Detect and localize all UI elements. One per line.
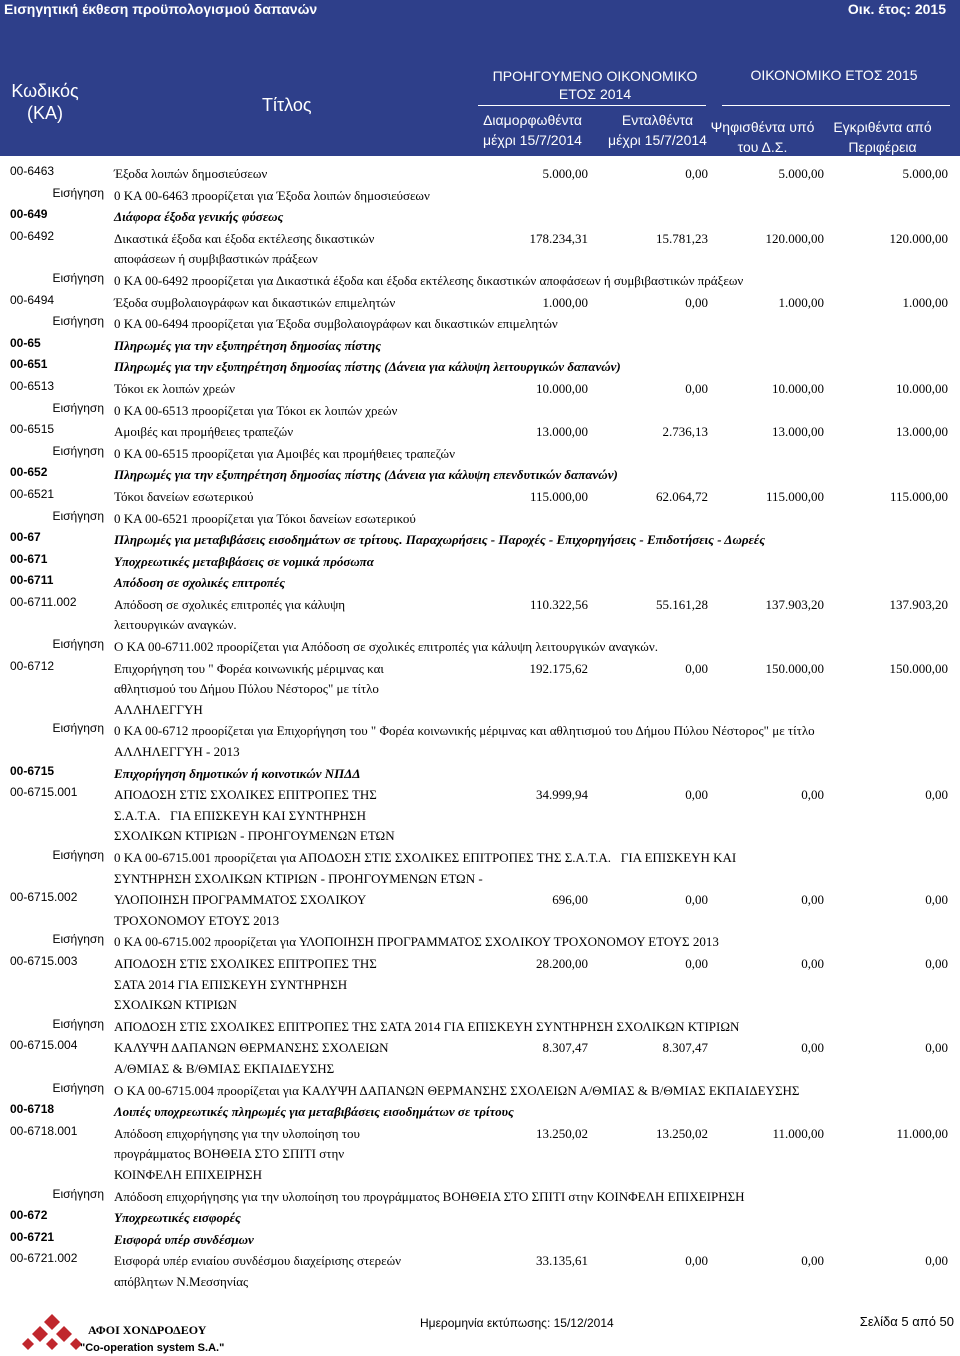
- account-code: 00-6494: [10, 292, 55, 307]
- amount-shaped-2014: 34.999,94: [536, 787, 588, 803]
- row-title: [114, 509, 416, 530]
- table-row: [0, 954, 960, 1017]
- row-title-line: ΑΠΟΔΟΣΗ ΣΤΙΣ ΣΧΟΛΙΚΕΣ ΕΠΙΤΡΟΠΕΣ ΤΗΣ: [114, 956, 377, 971]
- row-title: [114, 659, 384, 721]
- recommendation-row: [0, 932, 960, 954]
- row-title: [114, 890, 366, 931]
- amount-voted-2015: 5.000,00: [778, 166, 824, 181]
- row-title-line: ΑΛΛΗΛΕΓΓΥΗ: [114, 701, 203, 717]
- row-title-line: Πληρωμές για την εξυπηρέτηση δημοσίας πίστης (Δάνεια για κάλυψη επενδυτικών δαπανών): [114, 467, 618, 483]
- row-title-line: 0 ΚΑ 00-6515 προορίζεται για Αμοιβές και προμήθειες τραπεζών: [114, 445, 455, 461]
- amount-committed-2014: 55.161,28: [656, 596, 708, 612]
- account-code: 00-6721.002: [10, 1251, 78, 1266]
- amount-committed-2014: 15.781,23: [656, 230, 708, 246]
- row-title: [114, 465, 618, 486]
- recommendation-row: [0, 848, 960, 890]
- row-title: [114, 293, 395, 314]
- row-title: [114, 1081, 800, 1102]
- table-row: [0, 573, 960, 595]
- row-title-line: Τόκοι δανείων εσωτερικού: [114, 488, 254, 504]
- budget-rows: [0, 164, 960, 1294]
- row-title-line: αποφάσεων ή συμβιβαστικών πράξεων: [114, 251, 318, 267]
- amount-approved-2015: 120.000,00: [889, 230, 948, 246]
- row-title: [114, 336, 381, 357]
- table-row: [0, 357, 960, 379]
- row-title-line: Α/ΘΜΙΑΣ & Β/ΘΜΙΑΣ ΕΚΠΑΙΔΕΥΣΗΣ: [114, 1060, 335, 1076]
- row-title-line: Απόδοση επιχορήγησης για την υλοποίηση του προγράμματος ΒΟΗΘΕΙΑ ΣΤΟ ΣΠΙΤΙ στην ΚΟΙΝΦΕΛΗ ΕΠΙΧΕΙΡΗΣΗ: [114, 1188, 745, 1204]
- row-title-line: 0 ΚΑ 00-6715.002 προορίζεται για ΥΛΟΠΟΙΗΣΗ ΠΡΟΓΡΑΜΜΑΤΟΣ ΣΧΟΛΙΚΟΥ ΤΡΟΧΟΝΟΜΟΥ ΕΤΟΥΣ 2013: [114, 934, 719, 950]
- row-title: [114, 721, 815, 762]
- amount-shaped-2014: 10.000,00: [536, 380, 588, 396]
- account-code: 00-65: [10, 335, 41, 350]
- row-title-line: 0 ΚΑ 00-6463 προορίζεται για Έξοδα λοιπών δημοσιεύσεων: [114, 187, 430, 203]
- row-title-line: Επιχορήγηση του " Φορέα κοινωνικής μέριμνας και: [114, 660, 384, 676]
- recommendation-row: [0, 1081, 960, 1103]
- amount-committed-2014: 13.250,02: [656, 1125, 708, 1141]
- row-title: [114, 1230, 254, 1251]
- account-code: 00-6718: [10, 1102, 55, 1117]
- amount-voted-2015: 0,00: [801, 956, 824, 971]
- recommendation-label: Εισήγηση: [52, 185, 104, 200]
- row-title-line: Πληρωμές για την εξυπηρέτηση δημοσίας πίστης: [114, 337, 382, 353]
- account-code: 00-6715.003: [10, 954, 78, 968]
- recommendation-row: [0, 271, 960, 293]
- amount-approved-2015: 11.000,00: [896, 1125, 948, 1141]
- row-title: [114, 164, 267, 185]
- row-title: [114, 1187, 745, 1208]
- row-title-line: ΑΠΟΔΟΣΗ ΣΤΙΣ ΣΧΟΛΙΚΕΣ ΕΠΙΤΡΟΠΕΣ ΤΗΣ ΣΑΤΑ 2014 ΓΙΑ ΕΠΙΣΚΕΥΗ ΣΥΝΤΗΡΗΣΗ ΣΧΟΛΙΚΩΝ ΚΤΙΡΙΩΝ: [114, 1018, 740, 1034]
- header-prev-year: ΠΡΟΗΓΟΥΜΕΝΟ ΟΙΚΟΝΟΜΙΚΟ ΕΤΟΣ 2014: [492, 68, 698, 102]
- table-row: [0, 465, 960, 487]
- amount-committed-2014: 0,00: [685, 166, 708, 181]
- account-code: 00-6721: [10, 1229, 55, 1244]
- row-title-line: Πληρωμές για την εξυπηρέτηση δημοσίας πίστης (Δάνεια για κάλυψη λειτουργικών δαπανών): [114, 359, 621, 375]
- amount-shaped-2014: 33.135,61: [536, 1253, 588, 1269]
- row-title: [114, 637, 658, 658]
- row-title-line: Λοιπές υποχρεωτικές πληρωμές για μεταβιβάσεις εισοδημάτων σε τρίτους: [114, 1104, 514, 1120]
- account-code: 00-6521: [10, 486, 55, 501]
- row-title: [114, 314, 558, 335]
- row-title-line: ΣΑΤΑ 2014 ΓΙΑ ΕΠΙΣΚΕΥΗ ΣΥΝΤΗΡΗΣΗ: [114, 976, 348, 992]
- amount-shaped-2014: 1.000,00: [542, 294, 588, 310]
- recommendation-label: Εισήγηση: [52, 1016, 104, 1031]
- amount-approved-2015: 0,00: [925, 1040, 948, 1056]
- row-title-line: Απόδοση σε σχολικές επιτροπές για κάλυψη: [114, 596, 346, 612]
- recommendation-label: Εισήγηση: [52, 508, 104, 523]
- row-title-line: ΣΥΝΤΗΡΗΣΗ ΣΧΟΛΙΚΩΝ ΚΤΙΡΙΩΝ - ΠΡΟΗΓΟΥΜΕΝΩΝ ΕΤΩΝ -: [114, 870, 483, 886]
- amount-approved-2015: 5.000,00: [902, 166, 948, 181]
- recommendation-label: Εισήγηση: [52, 932, 104, 947]
- header-shaped: Διαμορφωθέντα μέχρι 15/7/2014: [483, 112, 582, 148]
- amount-committed-2014: 62.064,72: [656, 488, 708, 504]
- account-code: 00-6718.001: [10, 1123, 78, 1138]
- table-row: [0, 1251, 960, 1293]
- amount-approved-2015: 115.000,00: [889, 488, 948, 504]
- row-title-line: Τόκοι εκ λοιπών χρεών: [114, 380, 236, 396]
- amount-committed-2014: 0,00: [685, 294, 708, 310]
- table-row: [0, 1124, 960, 1187]
- account-code: 00-6463: [10, 164, 55, 178]
- amount-committed-2014: 8.307,47: [662, 1040, 708, 1056]
- amount-committed-2014: 0,00: [685, 1253, 708, 1269]
- row-title-line: απόβλητων Ν.Μεσσηνίας: [114, 1273, 249, 1289]
- recommendation-row: [0, 1187, 960, 1209]
- row-title: [114, 552, 374, 573]
- header-title: Τίτλος: [262, 95, 312, 115]
- recommendation-row: [0, 314, 960, 336]
- amount-approved-2015: 137.903,20: [889, 596, 948, 612]
- recommendation-row: [0, 721, 960, 763]
- account-code: 00-6513: [10, 378, 55, 393]
- row-title-line: Απόδοση σε σχολικές επιτροπές: [114, 575, 286, 591]
- account-code: 00-6715: [10, 763, 55, 778]
- account-code: 00-671: [10, 551, 48, 566]
- account-code: 00-67: [10, 530, 41, 545]
- account-code: 00-652: [10, 465, 48, 480]
- row-title-line: Δικαστικά έξοδα και έξοδα εκτέλεσης δικαστικών: [114, 230, 375, 246]
- account-code: 00-6712: [10, 658, 55, 673]
- row-title-line: Υποχρεωτικές μεταβιβάσεις σε νομικά πρόσωπα: [114, 553, 374, 569]
- table-row: [0, 1230, 960, 1252]
- row-title: [114, 1038, 388, 1079]
- recommendation-label: Εισήγηση: [52, 314, 104, 329]
- row-title: [114, 1102, 514, 1123]
- amount-approved-2015: 0,00: [925, 787, 948, 803]
- amount-approved-2015: 0,00: [925, 956, 948, 971]
- row-title: [114, 357, 621, 378]
- row-title: [114, 573, 285, 594]
- row-title: [114, 487, 253, 508]
- amount-approved-2015: 10.000,00: [896, 380, 948, 396]
- row-title-line: 0 ΚΑ 00-6521 προορίζεται για Τόκοι δανείων εσωτερικού: [114, 510, 416, 526]
- recommendation-row: [0, 509, 960, 531]
- amount-shaped-2014: 8.307,47: [542, 1040, 588, 1056]
- amount-voted-2015: 0,00: [801, 1253, 824, 1269]
- amount-approved-2015: 0,00: [925, 1253, 948, 1269]
- header-voted: Ψηφισθέντα υπό του Δ.Σ.: [710, 119, 815, 155]
- row-title: [114, 932, 719, 953]
- recommendation-label: Εισήγηση: [52, 1186, 104, 1201]
- row-title-line: Έξοδα συμβολαιογράφων και δικαστικών επιμελητών: [114, 294, 396, 310]
- table-row: [0, 229, 960, 271]
- amount-voted-2015: 10.000,00: [772, 380, 824, 396]
- recommendation-label: Εισήγηση: [52, 848, 104, 863]
- row-title: [114, 379, 235, 400]
- amount-voted-2015: 11.000,00: [772, 1125, 824, 1141]
- recommendation-row: [0, 1017, 960, 1039]
- recommendation-row: [0, 401, 960, 423]
- account-code: 00-6715.004: [10, 1038, 78, 1053]
- row-title-line: Ο ΚΑ 00-6715.004 προορίζεται για ΚΑΛΥΨΗ ΔΑΠΑΝΩΝ ΘΕΡΜΑΝΣΗΣ ΣΧΟΛΕΙΩΝ Α/ΘΜΙΑΣ & Β/ΘΜΙΑΣ ΕΚΠΑΙΔΕΥΣΗΣ: [114, 1082, 800, 1098]
- amount-voted-2015: 0,00: [801, 787, 824, 803]
- row-title: [114, 422, 293, 443]
- row-title-line: ΥΛΟΠΟΙΗΣΗ ΠΡΟΓΡΑΜΜΑΤΟΣ ΣΧΟΛΙΚΟΥ: [114, 892, 367, 908]
- recommendation-label: Εισήγηση: [52, 721, 104, 736]
- row-title: [114, 1208, 241, 1229]
- row-title-line: Εισφορά υπέρ συνδέσμων: [114, 1231, 254, 1247]
- table-row: [0, 530, 960, 552]
- row-title-line: Πληρωμές για μεταβιβάσεις εισοδημάτων σε τρίτους. Παραχωρήσεις - Παροχές - Επιχορηγήσεις - Επιδοτήσεις - Δωρεές: [114, 532, 766, 548]
- table-row: [0, 785, 960, 848]
- row-title-line: ΣΧΟΛΙΚΩΝ ΚΤΙΡΙΩΝ: [114, 997, 237, 1013]
- row-title: [114, 785, 395, 847]
- amount-shaped-2014: 115.000,00: [529, 488, 588, 504]
- recommendation-row: [0, 186, 960, 208]
- row-title: [114, 229, 374, 270]
- account-code: 00-672: [10, 1208, 48, 1223]
- row-title-line: Ο ΚΑ 00-6711.002 προορίζεται για Απόδοση σε σχολικές επιτροπές για κάλυψη λειτουργικών αναγκών.: [114, 639, 658, 655]
- amount-committed-2014: 0,00: [685, 956, 708, 971]
- table-row: [0, 595, 960, 637]
- amount-voted-2015: 0,00: [801, 892, 824, 908]
- row-title-line: 0 ΚΑ 00-6712 προορίζεται για Επιχορήγηση του " Φορέα κοινωνικής μέριμνας και αθλητισμού του Δήμου Πύλου Νέστορος" με τίτλο: [114, 723, 815, 739]
- top-bar: [0, 0, 960, 19]
- header-divider-prev: [478, 105, 706, 106]
- amount-shaped-2014: 192.175,62: [529, 660, 588, 676]
- row-title-line: 0 ΚΑ 00-6492 προορίζεται για Δικαστικά έξοδα και έξοδα εκτέλεσης δικαστικών αποφάσεων ή συμβιβαστικών πράξεων: [114, 272, 744, 288]
- table-row: [0, 207, 960, 229]
- account-code: 00-6715.001: [10, 785, 78, 800]
- fiscal-year: Οικ. έτος: 2015: [847, 1, 946, 17]
- amount-voted-2015: 0,00: [801, 1040, 824, 1056]
- row-title-line: ΚΑΛΥΨΗ ΔΑΠΑΝΩΝ ΘΕΡΜΑΝΣΗΣ ΣΧΟΛΕΙΩΝ: [114, 1040, 389, 1056]
- recommendation-row: [0, 444, 960, 466]
- report-title: Εισηγητική έκθεση προϋπολογισμού δαπανών: [4, 1, 318, 17]
- account-code: 00-6715.002: [10, 890, 78, 905]
- company-name: ΑΦΟΙ ΧΟΝΔΡΟΔΕΟΥ: [88, 1323, 207, 1337]
- row-title: [114, 954, 377, 1016]
- system-name: "Co-operation system S.A.": [80, 1342, 225, 1354]
- row-title-line: Επιχορήγηση δημοτικών ή κοινοτικών ΝΠΔΔ: [114, 765, 361, 781]
- amount-committed-2014: 0,00: [685, 660, 708, 676]
- amount-approved-2015: 0,00: [925, 892, 948, 908]
- row-title-line: Σ.Α.Τ.Α. ΓΙΑ ΕΠΙΣΚΕΥΗ ΚΑΙ ΣΥΝΤΗΡΗΣΗ: [114, 807, 367, 823]
- row-title: [114, 444, 455, 465]
- table-row: [0, 1102, 960, 1124]
- table-row: [0, 293, 960, 315]
- row-title-line: Υποχρεωτικές εισφορές: [114, 1210, 241, 1226]
- amount-approved-2015: 150.000,00: [889, 660, 948, 676]
- recommendation-label: Εισήγηση: [52, 400, 104, 415]
- table-row: [0, 164, 960, 186]
- amount-approved-2015: 1.000,00: [902, 294, 948, 310]
- row-title: [114, 271, 743, 292]
- row-title: [114, 1251, 401, 1292]
- table-row: [0, 764, 960, 786]
- table-row: [0, 552, 960, 574]
- table-header: [0, 19, 960, 156]
- row-title-line: ΤΡΟΧΟΝΟΜΟΥ ΕΤΟΥΣ 2013: [114, 912, 280, 928]
- row-title-line: προγράμματος ΒΟΗΘΕΙΑ ΣΤΟ ΣΠΙΤΙ στην: [114, 1146, 345, 1162]
- row-title: [114, 401, 397, 422]
- account-code: 00-651: [10, 357, 48, 372]
- recommendation-row: [0, 637, 960, 659]
- recommendation-label: Εισήγηση: [52, 270, 104, 285]
- row-title-line: 0 ΚΑ 00-6494 προορίζεται για Έξοδα συμβολαιογράφων και δικαστικών επιμελητών: [114, 316, 558, 332]
- amount-shaped-2014: 178.234,31: [529, 230, 588, 246]
- row-title: [114, 1124, 360, 1186]
- amount-approved-2015: 13.000,00: [896, 424, 948, 440]
- recommendation-label: Εισήγηση: [52, 1080, 104, 1095]
- row-title: [114, 1017, 739, 1038]
- row-title-line: Διάφορα έξοδα γενικής φύσεως: [114, 209, 284, 225]
- header-code: Κωδικός (ΚΑ): [11, 81, 79, 123]
- account-code: 00-6492: [10, 228, 55, 243]
- footer: [0, 1306, 960, 1356]
- table-row: [0, 336, 960, 358]
- amount-voted-2015: 137.903,20: [765, 596, 824, 612]
- amount-shaped-2014: 5.000,00: [542, 166, 588, 181]
- account-code: 00-6711: [10, 573, 54, 588]
- amount-committed-2014: 0,00: [685, 892, 708, 908]
- recommendation-label: Εισήγηση: [52, 637, 104, 652]
- row-title-line: ΑΠΟΔΟΣΗ ΣΤΙΣ ΣΧΟΛΙΚΕΣ ΕΠΙΤΡΟΠΕΣ ΤΗΣ: [114, 787, 377, 803]
- print-date: Ημερομηνία εκτύπωσης: 15/12/2014: [420, 1316, 614, 1330]
- table-row: [0, 890, 960, 932]
- header-divider-cur: [722, 105, 950, 106]
- table-row: [0, 422, 960, 444]
- amount-committed-2014: 0,00: [685, 787, 708, 803]
- row-title: [114, 848, 736, 889]
- recommendation-label: Εισήγηση: [52, 443, 104, 458]
- row-title-line: ΑΛΛΗΛΕΓΓΥΗ - 2013: [114, 744, 240, 760]
- header-current-year: ΟΙΚΟΝΟΜΙΚΟ ΕΤΟΣ 2015: [750, 67, 918, 83]
- amount-committed-2014: 0,00: [685, 380, 708, 396]
- row-title-line: αθλητισμού του Δήμου Πύλου Νέστορος" με τίτλο: [114, 681, 379, 697]
- row-title-line: Έξοδα λοιπών δημοσιεύσεων: [114, 166, 268, 181]
- table-row: [0, 487, 960, 509]
- account-code: 00-6711.002: [10, 594, 77, 609]
- header-approved: Εγκριθέντα από Περιφέρεια: [833, 119, 932, 155]
- amount-shaped-2014: 13.000,00: [536, 424, 588, 440]
- amount-shaped-2014: 28.200,00: [536, 956, 588, 971]
- row-title-line: ΚΟΙΝΦΕΛΗ ΕΠΙΧΕΙΡΗΣΗ: [114, 1166, 262, 1182]
- table-row: [0, 1038, 960, 1080]
- row-title: [114, 764, 361, 785]
- row-title-line: Απόδοση επιχορήγησης για την υλοποίηση του: [114, 1125, 360, 1141]
- amount-voted-2015: 150.000,00: [765, 660, 824, 676]
- row-title-line: Αμοιβές και προμήθειες τραπεζών: [114, 424, 294, 440]
- amount-voted-2015: 1.000,00: [778, 294, 824, 310]
- row-title: [114, 207, 283, 228]
- amount-voted-2015: 115.000,00: [765, 488, 824, 504]
- account-code: 00-6515: [10, 422, 55, 437]
- header-committed: Ενταλθέντα μέχρι 15/7/2014: [608, 112, 707, 148]
- row-title-line: 0 ΚΑ 00-6513 προορίζεται για Τόκοι εκ λοιπών χρεών: [114, 402, 398, 418]
- row-title-line: λειτουργικών αναγκών.: [114, 617, 237, 633]
- page-number: Σελίδα 5 από 50: [859, 1314, 954, 1329]
- amount-shaped-2014: 696,00: [552, 892, 588, 908]
- amount-voted-2015: 120.000,00: [765, 230, 824, 246]
- row-title: [114, 186, 430, 207]
- amount-shaped-2014: 13.250,02: [536, 1125, 588, 1141]
- amount-committed-2014: 2.736,13: [662, 424, 708, 440]
- amount-voted-2015: 13.000,00: [772, 424, 824, 440]
- amount-shaped-2014: 110.322,56: [529, 596, 588, 612]
- company-logo-icon: [20, 1312, 84, 1352]
- row-title: [114, 530, 765, 551]
- row-title: [114, 595, 345, 636]
- table-row: [0, 379, 960, 401]
- table-row: [0, 1208, 960, 1230]
- account-code: 00-649: [10, 207, 48, 222]
- row-title-line: Εισφορά υπέρ ενιαίου συνδέσμου διαχείρισης στερεών: [114, 1253, 402, 1269]
- row-title-line: ΣΧΟΛΙΚΩΝ ΚΤΙΡΙΩΝ - ΠΡΟΗΓΟΥΜΕΝΩΝ ΕΤΩΝ: [114, 828, 395, 844]
- row-title-line: 0 ΚΑ 00-6715.001 προορίζεται για ΑΠΟΔΟΣΗ ΣΤΙΣ ΣΧΟΛΙΚΕΣ ΕΠΙΤΡΟΠΕΣ ΤΗΣ Σ.Α.Τ.Α. ΓΙΑ ΕΠΙΣΚΕΥΗ ΚΑΙ: [114, 850, 737, 866]
- table-row: [0, 659, 960, 722]
